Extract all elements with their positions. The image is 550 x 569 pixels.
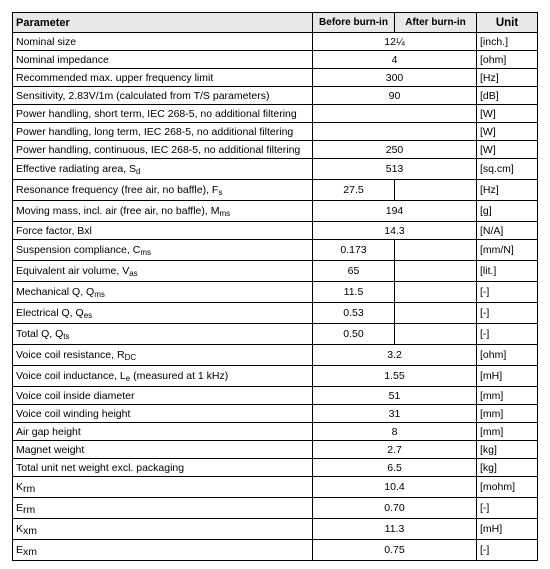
value-cell bbox=[313, 123, 477, 141]
unit-cell: [W] bbox=[477, 141, 538, 159]
unit-cell: [g] bbox=[477, 201, 538, 222]
table-row bbox=[13, 261, 538, 282]
unit-cell: [W] bbox=[477, 105, 538, 123]
table-row bbox=[13, 477, 538, 498]
table-row bbox=[13, 201, 538, 222]
value-cell: 4 bbox=[313, 51, 477, 69]
parameter-label-subscript: s bbox=[218, 188, 223, 197]
table-row bbox=[13, 303, 538, 324]
parameter-label-subscript: es bbox=[83, 311, 93, 320]
table-row bbox=[13, 324, 538, 345]
parameter-label bbox=[13, 303, 313, 324]
parameter-table-container bbox=[12, 12, 537, 561]
unit-cell: [dB] bbox=[477, 87, 538, 105]
value-cell: 31 bbox=[313, 405, 477, 423]
parameter-label-subscript: rm bbox=[23, 504, 36, 516]
parameter-label-text: Total unit net weight excl. packaging bbox=[16, 461, 185, 474]
before-burn-in-value: 27.5 bbox=[313, 180, 395, 201]
parameter-label-text: Power handling, continuous, IEC 268-5, no additional filtering bbox=[16, 143, 301, 156]
parameter-label bbox=[13, 324, 313, 345]
unit-cell: [mm] bbox=[477, 423, 538, 441]
parameter-label bbox=[13, 519, 313, 540]
parameter-label-text: Voice coil winding height bbox=[16, 407, 131, 420]
parameter-label-subscript: xm bbox=[23, 525, 38, 537]
parameter-label bbox=[13, 123, 313, 141]
value-cell: 300 bbox=[313, 69, 477, 87]
value-cell: 2.7 bbox=[313, 441, 477, 459]
value-cell: 0.75 bbox=[313, 540, 477, 561]
parameter-label-text: Voice coil inside diameter bbox=[16, 389, 135, 402]
before-burn-in-value: 0.53 bbox=[313, 303, 395, 324]
parameter-label-text: Resonance frequency (free air, no baffle), F bbox=[16, 184, 219, 196]
parameter-label bbox=[13, 366, 313, 387]
value-cell: 3.2 bbox=[313, 345, 477, 366]
parameter-label-text: Recommended max. upper frequency limit bbox=[16, 71, 214, 84]
parameter-label-text: Total Q, Q bbox=[16, 328, 64, 340]
parameter-label bbox=[13, 498, 313, 519]
parameter-label-subscript: ms bbox=[219, 209, 231, 218]
parameter-label-subscript: d bbox=[136, 167, 141, 176]
parameter-label-text: Nominal size bbox=[16, 35, 77, 48]
table-row bbox=[13, 405, 538, 423]
parameter-label-text: Power handling, long term, IEC 268-5, no additional filtering bbox=[16, 125, 294, 138]
parameter-label bbox=[13, 51, 313, 69]
after-burn-in-value bbox=[395, 324, 477, 345]
parameter-label-subscript: xm bbox=[23, 546, 38, 558]
parameter-label-text: Sensitivity, 2.83V/1m (calculated from T/S parameters) bbox=[16, 89, 270, 102]
parameter-label-text: Nominal impedance bbox=[16, 53, 109, 66]
parameter-label-text: K bbox=[16, 481, 24, 493]
table-row bbox=[13, 498, 538, 519]
before-burn-in-value: 0.50 bbox=[313, 324, 395, 345]
value-cell: 6.5 bbox=[313, 459, 477, 477]
parameter-label bbox=[13, 105, 313, 123]
unit-cell: [mm] bbox=[477, 405, 538, 423]
table-row bbox=[13, 519, 538, 540]
parameter-label-text: E bbox=[16, 544, 24, 556]
parameter-label-text: Voice coil inductance, L bbox=[16, 370, 126, 382]
before-burn-in-value: 0.173 bbox=[313, 240, 395, 261]
parameter-label-text: E bbox=[16, 502, 24, 514]
value-cell: 11.3 bbox=[313, 519, 477, 540]
value-cell: 0.70 bbox=[313, 498, 477, 519]
parameter-label-text: Magnet weight bbox=[16, 443, 85, 456]
table-row bbox=[13, 87, 538, 105]
unit-cell: [mH] bbox=[477, 519, 538, 540]
value-cell: 10.4 bbox=[313, 477, 477, 498]
parameter-label bbox=[13, 387, 313, 405]
parameter-label bbox=[13, 477, 313, 498]
parameter-label-text: Power handling, short term, IEC 268-5, no additional filtering bbox=[16, 107, 297, 120]
parameter-label-text: Mechanical Q, Q bbox=[16, 286, 95, 298]
before-burn-in-value: 65 bbox=[313, 261, 395, 282]
parameter-label bbox=[13, 459, 313, 477]
parameter-label bbox=[13, 87, 313, 105]
table-row bbox=[13, 366, 538, 387]
parameter-label-text: K bbox=[16, 523, 24, 535]
parameter-label-subscript: ts bbox=[63, 332, 70, 341]
parameter-label-subscript: e bbox=[125, 374, 131, 383]
table-row bbox=[13, 69, 538, 87]
after-burn-in-value bbox=[395, 180, 477, 201]
parameter-label-subscript: as bbox=[129, 269, 138, 278]
parameter-label-suffix: (measured at 1 kHz) bbox=[130, 370, 229, 382]
unit-cell: [Hz] bbox=[477, 69, 538, 87]
parameter-label-text: Suspension compliance, C bbox=[16, 244, 141, 256]
header-parameter: Parameter bbox=[13, 13, 313, 33]
value-cell: 194 bbox=[313, 201, 477, 222]
unit-cell: [mm/N] bbox=[477, 240, 538, 261]
parameter-label bbox=[13, 180, 313, 201]
parameter-label bbox=[13, 345, 313, 366]
parameter-label-text: Air gap height bbox=[16, 425, 81, 438]
header-before-burn-in: Before burn-in bbox=[313, 13, 395, 33]
table-row bbox=[13, 282, 538, 303]
parameter-label bbox=[13, 540, 313, 561]
after-burn-in-value bbox=[395, 261, 477, 282]
unit-cell: [-] bbox=[477, 282, 538, 303]
table-row bbox=[13, 141, 538, 159]
parameter-label-subscript: rm bbox=[23, 483, 36, 495]
table-row bbox=[13, 123, 538, 141]
parameter-label bbox=[13, 282, 313, 303]
unit-cell: [ohm] bbox=[477, 345, 538, 366]
unit-cell: [lit.] bbox=[477, 261, 538, 282]
unit-cell: [-] bbox=[477, 540, 538, 561]
parameter-label bbox=[13, 441, 313, 459]
parameter-label-text: Equivalent air volume, V bbox=[16, 265, 130, 277]
table-row bbox=[13, 345, 538, 366]
parameter-label bbox=[13, 141, 313, 159]
after-burn-in-value bbox=[395, 282, 477, 303]
header-after-burn-in: After burn-in bbox=[395, 13, 477, 33]
header-unit: Unit bbox=[477, 13, 538, 33]
before-burn-in-value: 11.5 bbox=[313, 282, 395, 303]
parameter-label bbox=[13, 240, 313, 261]
unit-cell: [kg] bbox=[477, 441, 538, 459]
parameter-label-text: Force factor, Bxl bbox=[16, 224, 92, 237]
value-cell: 250 bbox=[313, 141, 477, 159]
table-row bbox=[13, 51, 538, 69]
parameter-label bbox=[13, 222, 313, 240]
after-burn-in-value bbox=[395, 303, 477, 324]
value-cell: 8 bbox=[313, 423, 477, 441]
parameter-label bbox=[13, 261, 313, 282]
unit-cell: [N/A] bbox=[477, 222, 538, 240]
parameter-label-text: Moving mass, incl. air (free air, no baffle), M bbox=[16, 205, 220, 217]
table-row bbox=[13, 423, 538, 441]
value-cell: 51 bbox=[313, 387, 477, 405]
unit-cell: [W] bbox=[477, 123, 538, 141]
table-row bbox=[13, 222, 538, 240]
unit-cell: [-] bbox=[477, 498, 538, 519]
table-row bbox=[13, 459, 538, 477]
table-header-row bbox=[13, 13, 538, 33]
table-row bbox=[13, 33, 538, 51]
value-cell bbox=[313, 105, 477, 123]
parameter-label-text: Effective radiating area, S bbox=[16, 163, 137, 175]
value-cell: 513 bbox=[313, 159, 477, 180]
table-row bbox=[13, 240, 538, 261]
unit-cell: [sq.cm] bbox=[477, 159, 538, 180]
unit-cell: [ohm] bbox=[477, 51, 538, 69]
after-burn-in-value bbox=[395, 240, 477, 261]
unit-cell: [-] bbox=[477, 303, 538, 324]
parameter-table bbox=[12, 12, 538, 561]
parameter-label bbox=[13, 405, 313, 423]
table-row bbox=[13, 105, 538, 123]
parameter-label bbox=[13, 201, 313, 222]
unit-cell: [mm] bbox=[477, 387, 538, 405]
parameter-label-subscript: DC bbox=[124, 353, 137, 362]
parameter-label bbox=[13, 69, 313, 87]
unit-cell: [mH] bbox=[477, 366, 538, 387]
table-row bbox=[13, 159, 538, 180]
table-row bbox=[13, 180, 538, 201]
unit-cell: [Hz] bbox=[477, 180, 538, 201]
parameter-label-subscript: ms bbox=[140, 248, 151, 257]
unit-cell: [mohm] bbox=[477, 477, 538, 498]
unit-cell: [kg] bbox=[477, 459, 538, 477]
value-cell: 12¼ bbox=[313, 33, 477, 51]
value-cell: 90 bbox=[313, 87, 477, 105]
unit-cell: [-] bbox=[477, 324, 538, 345]
table-body bbox=[13, 33, 538, 561]
table-row bbox=[13, 540, 538, 561]
parameter-label-text: Voice coil resistance, R bbox=[16, 349, 125, 361]
parameter-label bbox=[13, 33, 313, 51]
parameter-label-subscript: ms bbox=[94, 290, 105, 299]
unit-cell: [inch.] bbox=[477, 33, 538, 51]
value-cell: 14.3 bbox=[313, 222, 477, 240]
value-cell: 1.55 bbox=[313, 366, 477, 387]
table-row bbox=[13, 441, 538, 459]
parameter-label bbox=[13, 423, 313, 441]
parameter-label-text: Electrical Q, Q bbox=[16, 307, 84, 319]
parameter-label bbox=[13, 159, 313, 180]
table-row bbox=[13, 387, 538, 405]
